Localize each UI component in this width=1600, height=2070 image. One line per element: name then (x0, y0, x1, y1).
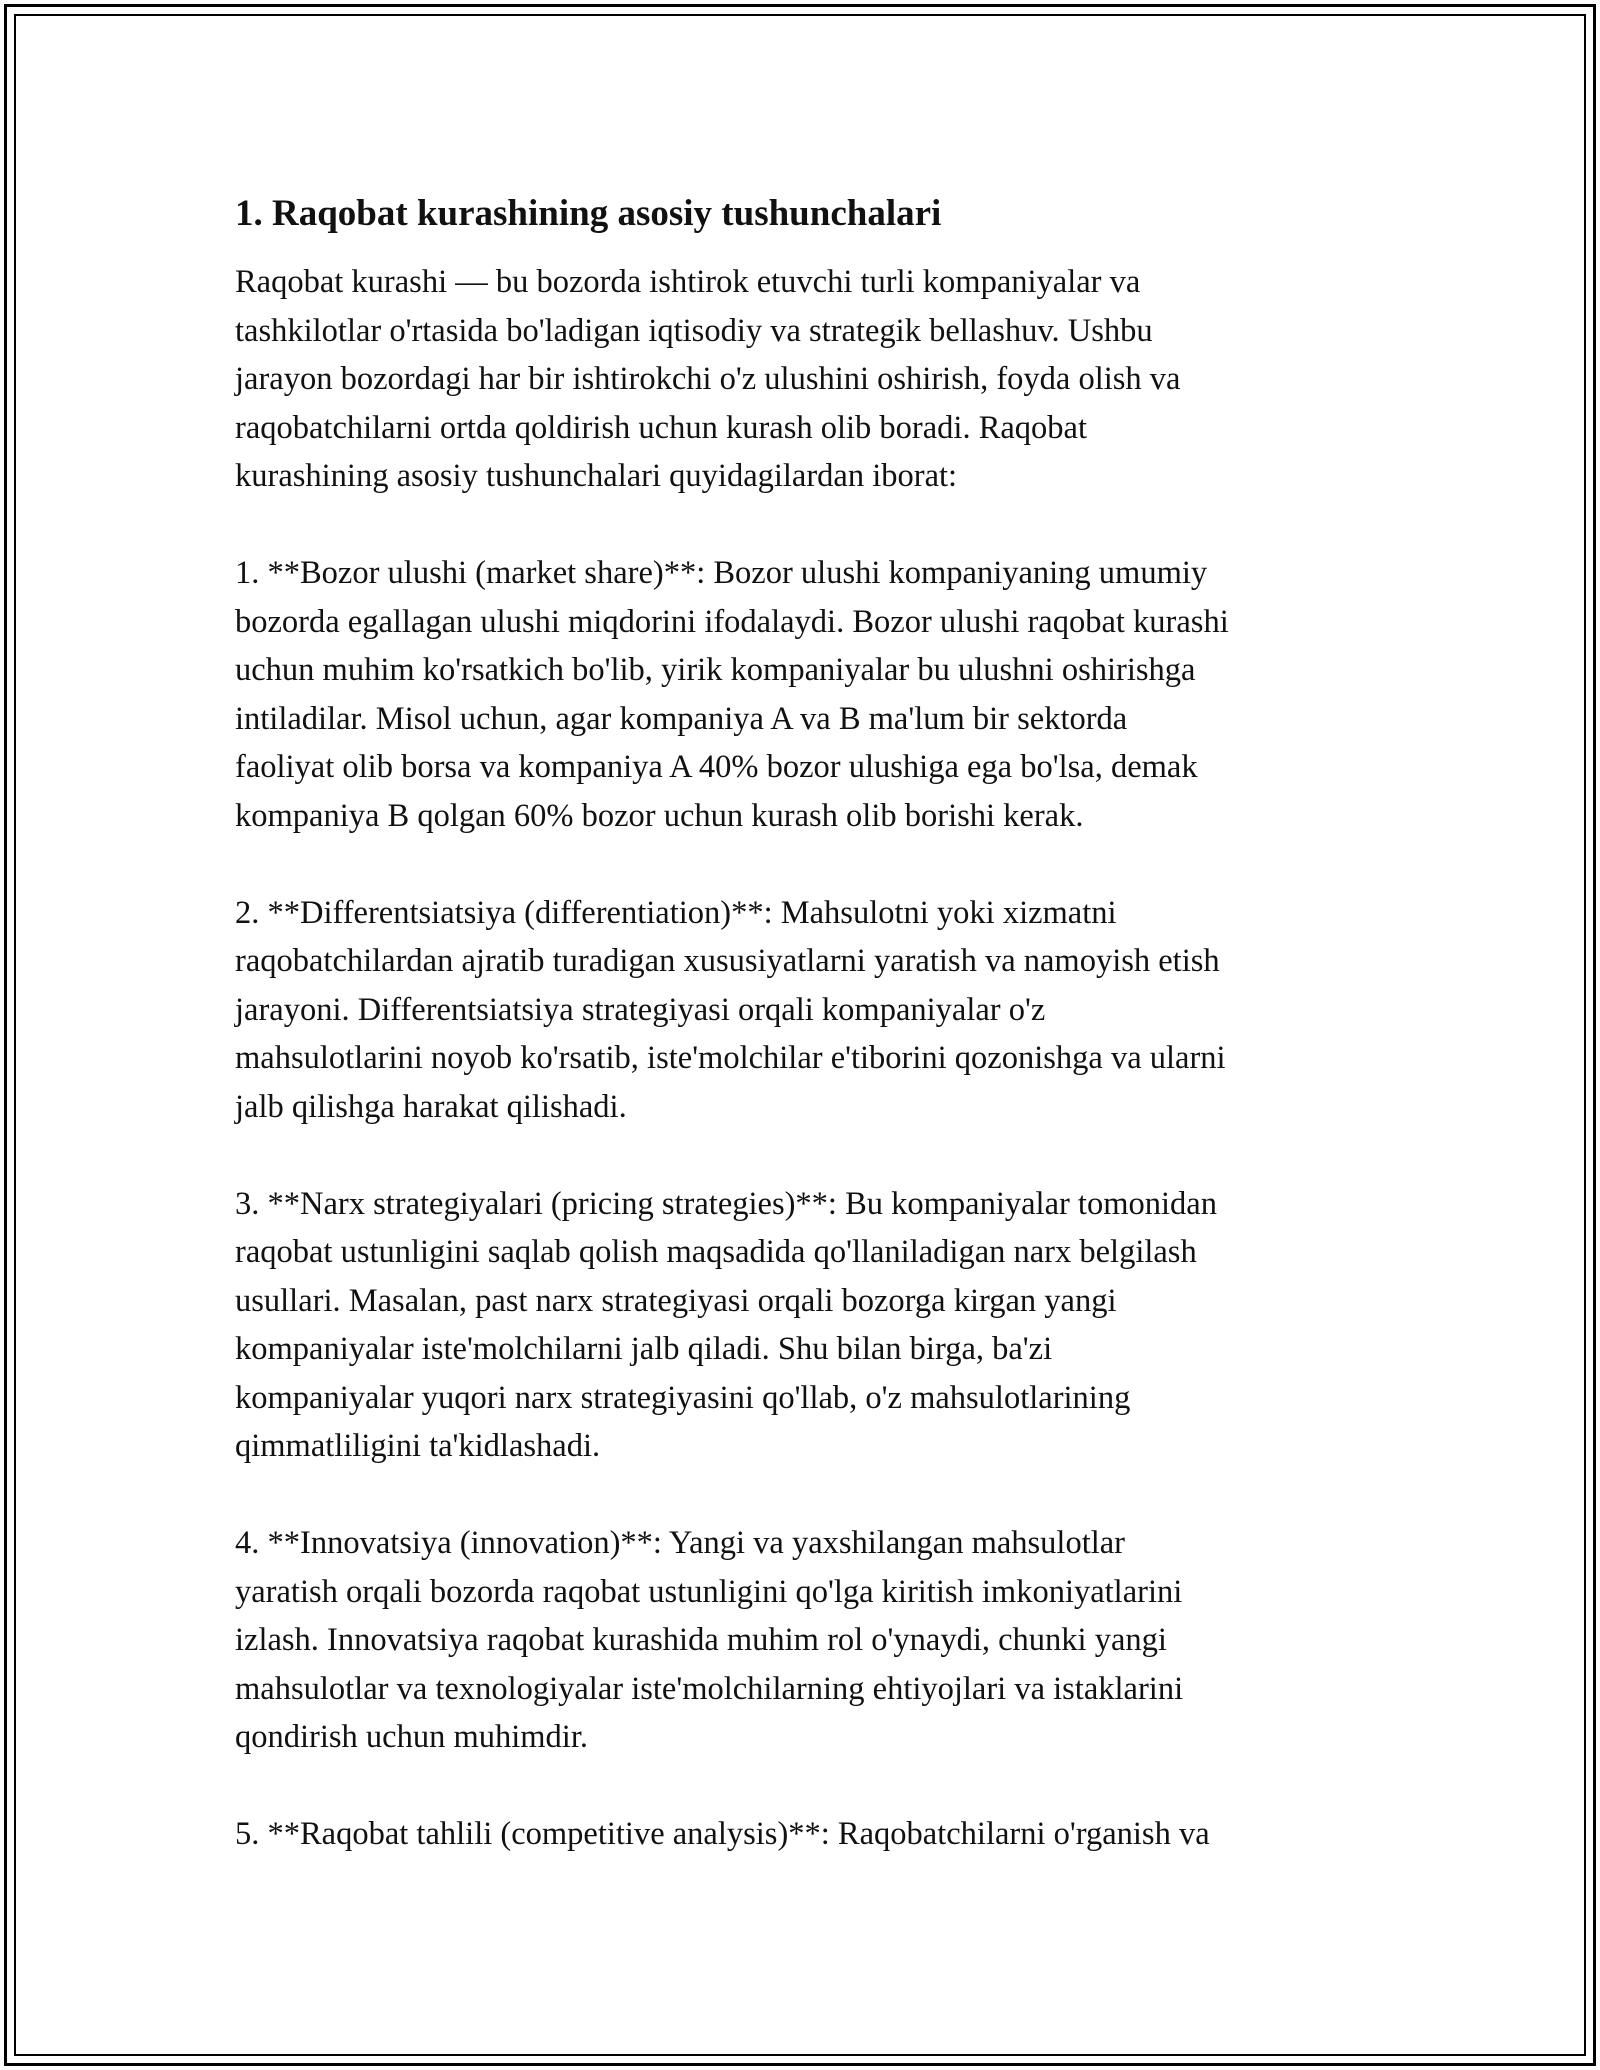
paragraph-pricing-strategies: 3. **Narx strategiyalari (pricing strategies)**: Bu kompaniyalar tomonidan raqobat ustunligini saqlab qolish maqsadida qo'llaniladigan narx belgilash usullari. Masalan, past narx strategiyasi orqali bozorga kirgan yangi kompaniyalar iste'molchilarni jalb qiladi. Shu bilan birga, ba'zi kompaniyalar yuqori narx strategiyasini qo'llab, o'z mahsulotlarining qimmatliligini ta'kidlashadi. (235, 1185, 1217, 1464)
intro-paragraph: Raqobat kurashi — bu bozorda ishtirok etuvchi turli kompaniyalar va tashkilotlar o'rtasida bo'ladigan iqtisodiy va strategik bellashuv. Ushbu jarayon bozordagi har bir ishtirokchi o'z ulushini oshirish, foyda olish va raqobatchilarni ortda qoldirish uchun kurash olib boradi. Raqobat kurashining asosiy tushunchalari quyidagilardan iborat: (235, 264, 1181, 494)
paragraph-competitive-analysis: 5. **Raqobat tahlili (competitive analysis)**: Raqobatchilarni o'rganish va (235, 1816, 1210, 1852)
document-body (235, 188, 1375, 1907)
paragraph-innovation: 4. **Innovatsiya (innovation)**: Yangi va yaxshilangan mahsulotlar yaratish orqali bozorda raqobat ustunligini qo'lga kiritish imkoniyatlarini izlash. Innovatsiya raqobat kurashida muhim rol o'ynaydi, chunki yangi mahsulotlar va texnologiyalar iste'molchilarning ehtiyojlari va istaklarini qondirish uchun muhimdir. (235, 1525, 1184, 1755)
paragraph-differentiation: 2. **Differentsiatsiya (differentiation)**: Mahsulotni yoki xizmatni raqobatchilardan ajratib turadigan xususiyatlarni yaratish va namoyish etish jarayoni. Differentsiatsiya strategiyasi orqali kompaniyalar o'z mahsulotlarini noyob ko'rsatib, iste'molchilar e'tiborini qozonishga va ularni jalb qilishga harakat qilishadi. (235, 894, 1226, 1125)
section-heading: 1. Raqobat kurashining asosiy tushunchalari (235, 193, 942, 234)
paragraph-market-share: 1. **Bozor ulushi (market share)**: Bozor ulushi kompaniyaning umumiy bozorda egallagan ulushi miqdorini ifodalaydi. Bozor ulushi raqobat kurashi uchun muhim ko'rsatkich bo'lib, yirik kompaniyalar bu ulushni oshirishga intiladilar. Misol uchun, agar kompaniya A va B ma'lum bir sektorda faoliyat olib borsa va kompaniya A 40% bozor ulushiga ega bo'lsa, demak kompaniya B qolgan 60% bozor uchun kurash olib borishi kerak. (235, 555, 1229, 834)
